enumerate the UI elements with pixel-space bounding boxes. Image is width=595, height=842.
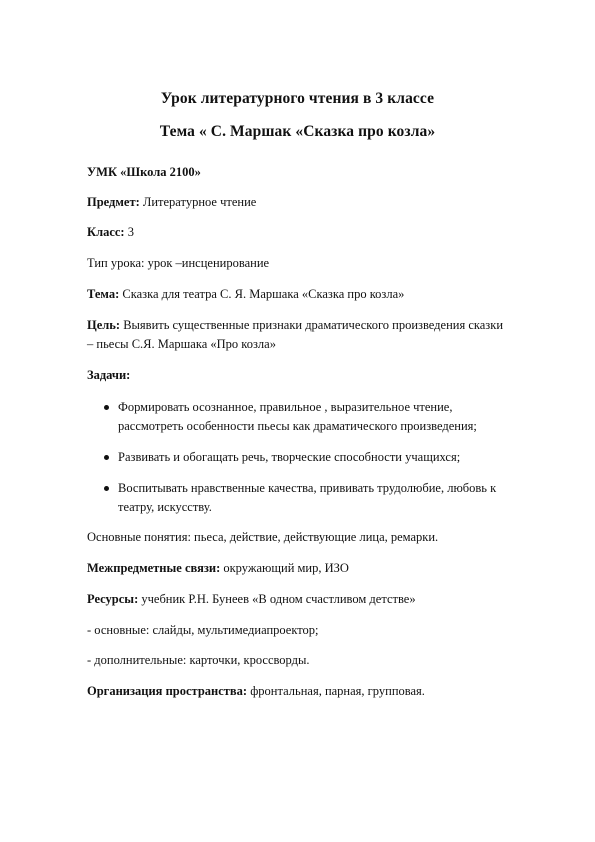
umk-line: УМК «Школа 2100» [87,165,201,179]
goal-value: Выявить существенные признаки драматического произведения сказки [120,318,504,332]
class-label: Класс: [87,225,125,239]
task-item-line: рассмотреть особенности пьесы как драматического произведения; [118,419,477,433]
class-value: 3 [124,225,134,239]
bullet-dot [104,405,109,410]
subject-label: Предмет: [87,195,140,209]
interdisciplinary-value: окружающий мир, ИЗО [220,561,349,575]
task-item-line: театру, искусству. [118,500,212,514]
task-item [118,448,558,467]
class-line [87,223,557,242]
goal-label: Цель: [87,318,121,332]
interdisciplinary-label: Межпредметные связи: [87,561,221,575]
task-item-line: Формировать осознанное, правильное , выразительное чтение, [118,400,453,414]
interdisciplinary-line [87,559,557,578]
space-value: фронтальная, парная, групповая. [247,684,425,698]
resources-basic-line: - основные: слайды, мультимедиапроектор; [87,623,319,637]
task-item [118,479,558,517]
bullet-dot [104,455,109,460]
tasks-label: Задачи: [87,368,131,382]
topic-value: Сказка для театра С. Я. Маршака «Сказка про козла» [119,287,405,301]
goal-line [87,316,557,335]
concepts-line: Основные понятия: пьеса, действие, действующие лица, ремарки. [87,530,439,544]
goal-line-2: – пьесы С.Я. Маршака «Про козла» [87,337,276,351]
topic-line [87,285,557,304]
topic-label: Тема: [87,287,120,301]
lesson-topic-title: Тема « С. Маршак «Сказка про козла» [159,123,436,140]
task-item-line: Воспитывать нравственные качества, прививать трудолюбие, любовь к [118,481,497,495]
resources-value: учебник Р.Н. Бунеев «В одном счастливом детстве» [138,592,416,606]
subject-value: Литературное чтение [139,195,257,209]
bullet-dot [104,486,109,491]
space-label: Организация пространства: [87,684,248,698]
resources-label: Ресурсы: [87,592,139,606]
resources-extra-line: - дополнительные: карточки, кроссворды. [87,653,310,667]
lesson-title: Урок литературного чтения в 3 классе [160,90,435,107]
resources-line [87,590,557,609]
task-item [118,398,558,436]
subject-line [87,193,557,212]
task-item-line: Развивать и обогащать речь, творческие способности учащихся; [118,450,461,464]
lesson-type-line: Тип урока: урок –инсценирование [87,256,270,270]
space-line [87,682,557,701]
